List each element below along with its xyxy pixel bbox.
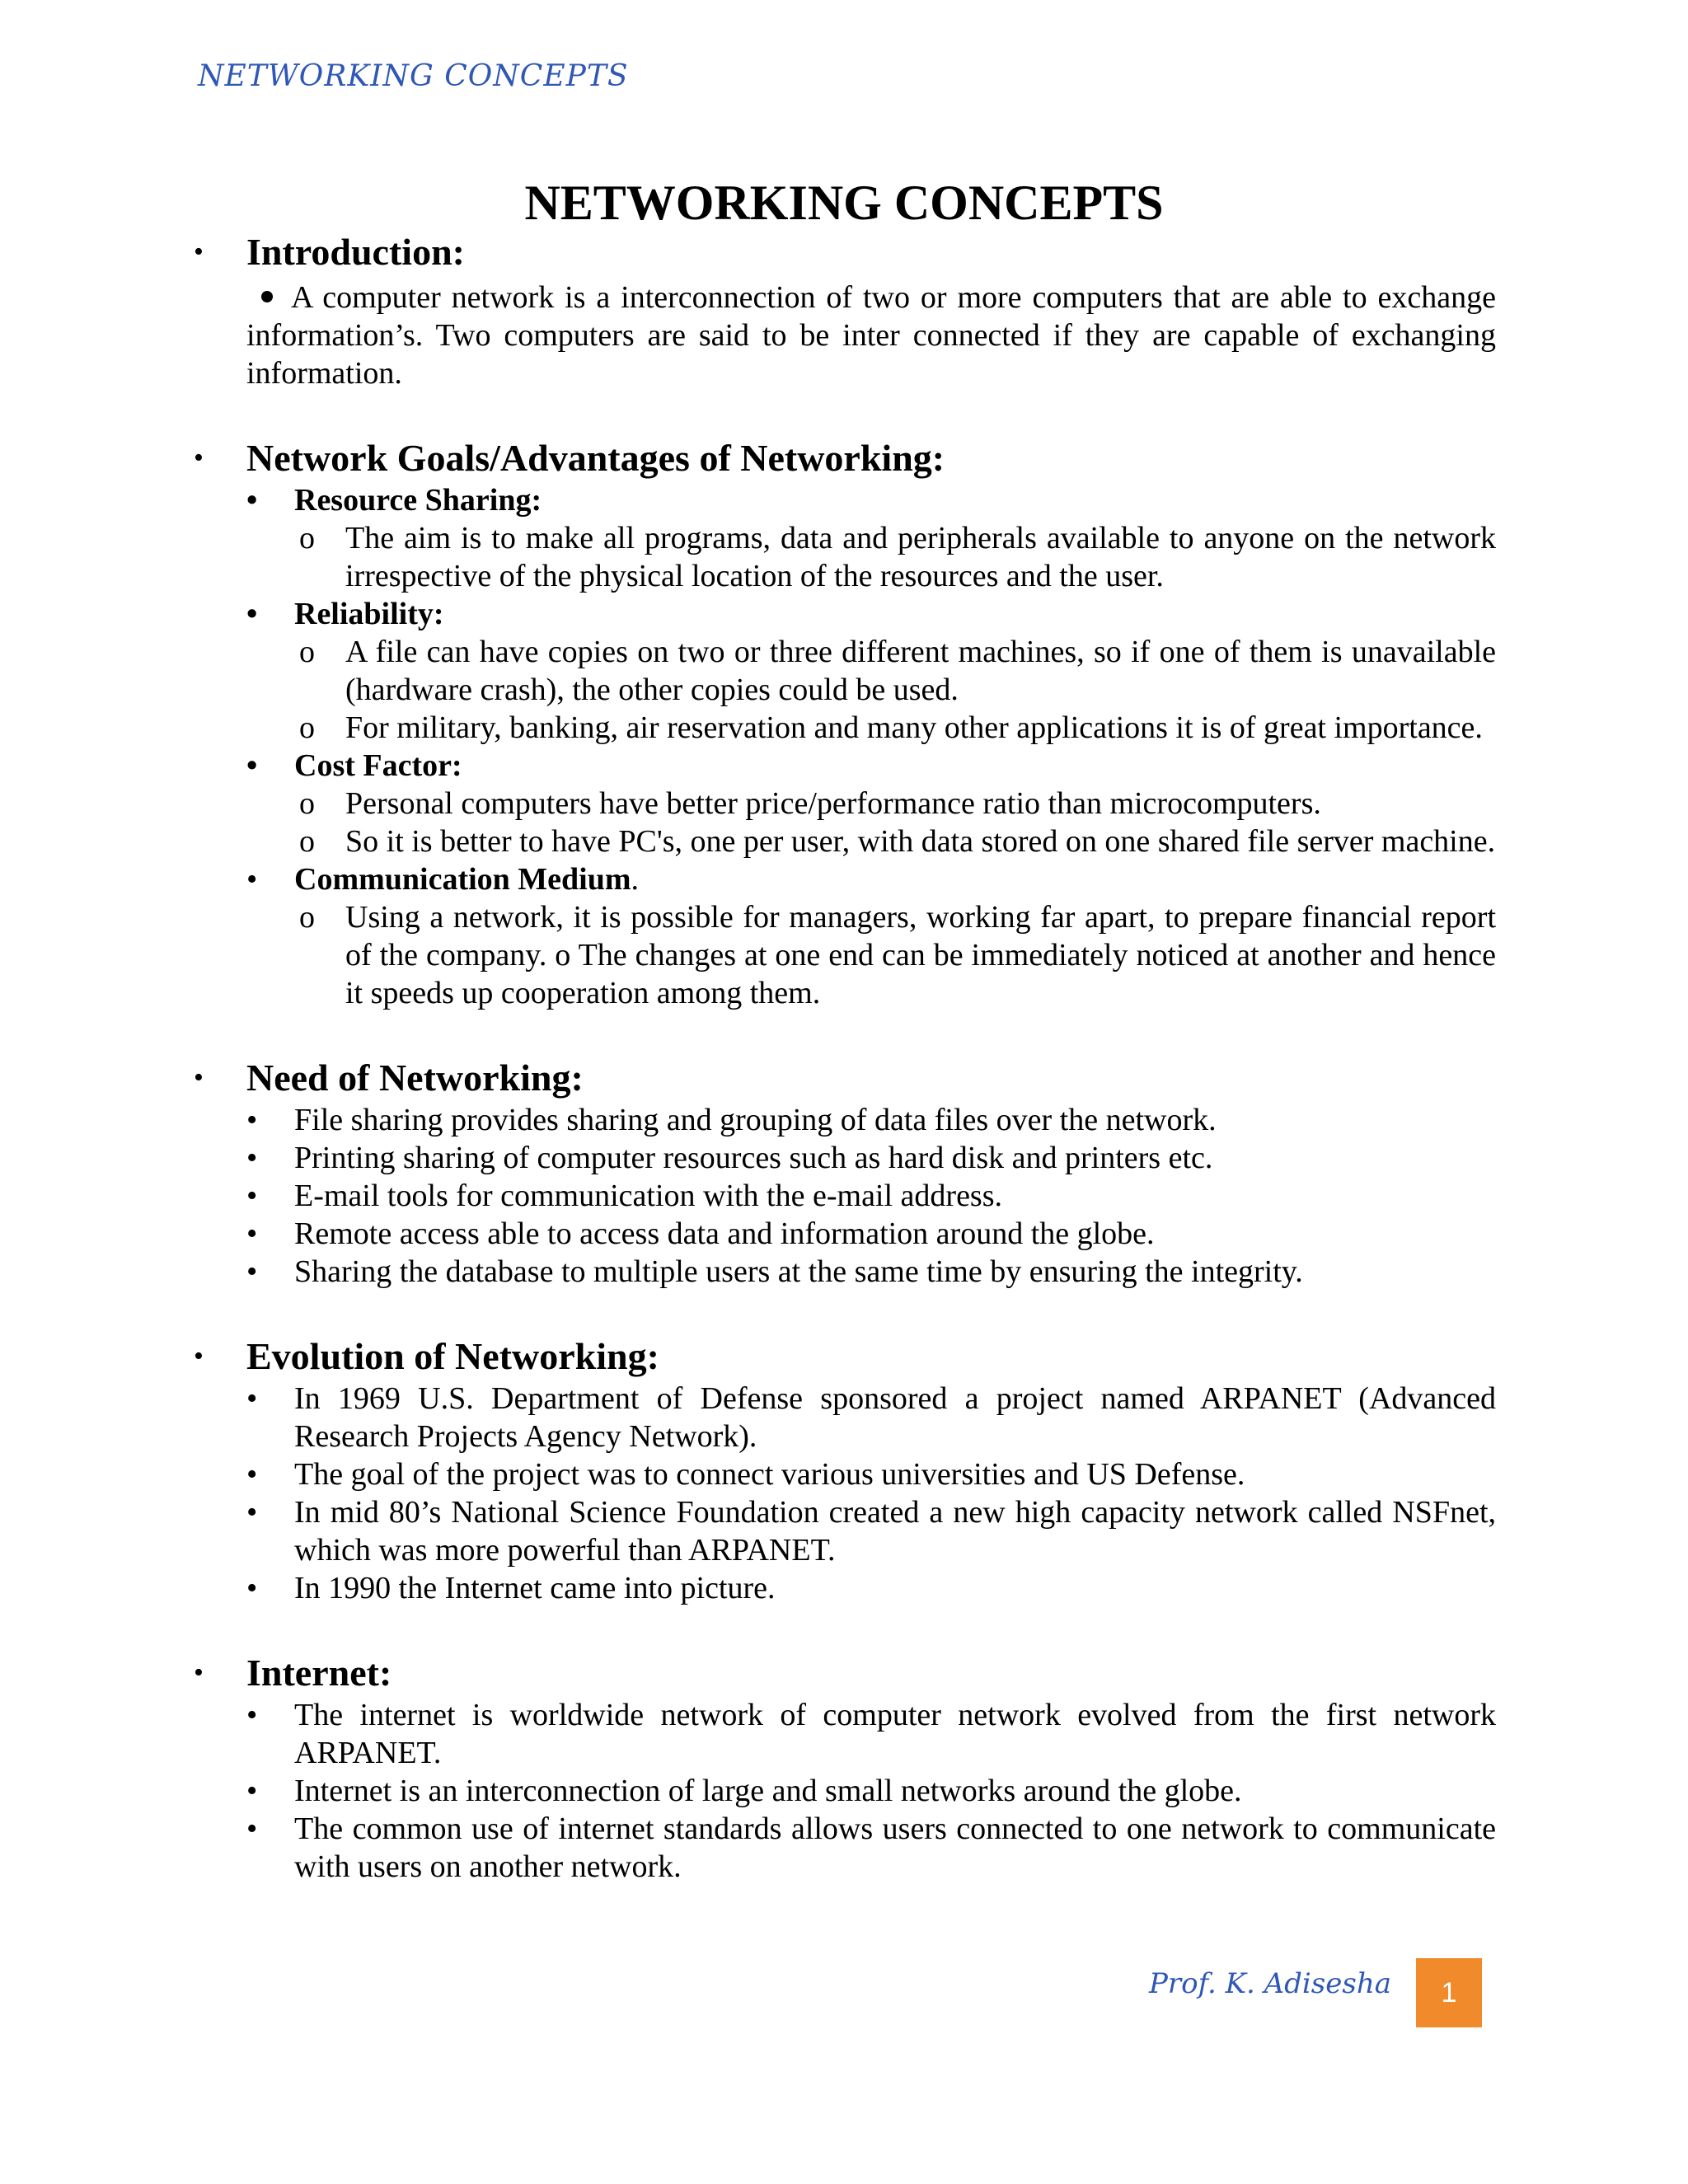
bullet-icon: • bbox=[246, 1103, 258, 1137]
heading-text: Network Goals/Advantages of Networking: bbox=[246, 437, 945, 479]
bullet-icon: • bbox=[246, 483, 258, 518]
list-item bbox=[246, 1177, 1496, 1215]
heading-text: Internet: bbox=[246, 1652, 392, 1694]
bullet-icon: • bbox=[246, 1571, 258, 1605]
list-item bbox=[246, 1493, 1496, 1569]
goal-point bbox=[246, 823, 1496, 860]
item-text: In 1969 U.S. Department of Defense sponsored a project named ARPANET (Advanced Research Projects Agency Network). bbox=[294, 1381, 1496, 1454]
bullet-icon: • bbox=[246, 1811, 258, 1846]
circle-bullet-icon: o bbox=[299, 521, 315, 555]
goal-label: Communication Medium bbox=[294, 862, 631, 897]
section-internet bbox=[194, 1650, 1496, 1886]
item-text: E-mail tools for communication with the e-mail address. bbox=[294, 1179, 1003, 1213]
goal-label-suffix: . bbox=[631, 862, 639, 897]
section-need bbox=[194, 1055, 1496, 1291]
circle-bullet-icon: o bbox=[299, 635, 315, 669]
section-goals bbox=[194, 435, 1496, 1012]
section-heading bbox=[194, 435, 1496, 481]
item-text: In mid 80’s National Science Foundation created a new high capacity network called NSFnet, which was more powerful than ARPANET. bbox=[294, 1495, 1496, 1568]
bullet-icon: • bbox=[246, 1698, 258, 1732]
list-item bbox=[246, 1696, 1496, 1772]
point-text: The aim is to make all programs, data and peripherals available to anyone on the network irrespective of the physical location of the resources and the user. bbox=[345, 521, 1496, 593]
point-text: Using a network, it is possible for managers, working far apart, to prepare financial report of the company. o The changes at one end can be immediately noticed at another and hence it speeds up cooperation among them. bbox=[345, 900, 1496, 1010]
goal-cost-factor bbox=[246, 747, 1496, 785]
list-item bbox=[246, 1215, 1496, 1253]
point-text: So it is better to have PC's, one per user, with data stored on one shared file server machine. bbox=[345, 824, 1496, 859]
bullet-icon: • bbox=[246, 1179, 258, 1213]
document-body bbox=[194, 229, 1496, 1886]
bullet-icon: • bbox=[246, 1216, 258, 1251]
goal-reliability bbox=[246, 595, 1496, 633]
bullet-icon: • bbox=[246, 1381, 258, 1416]
list-item bbox=[246, 1139, 1496, 1177]
item-text: Printing sharing of computer resources such as hard disk and printers etc. bbox=[294, 1141, 1213, 1175]
bullet-icon: • bbox=[194, 443, 204, 473]
goal-resource-sharing bbox=[246, 481, 1496, 519]
bullet-icon: • bbox=[246, 1457, 258, 1492]
heading-text: Evolution of Networking: bbox=[246, 1335, 659, 1377]
section-introduction bbox=[194, 229, 1496, 392]
list-item bbox=[246, 1253, 1496, 1291]
item-text: Sharing the database to multiple users at the same time by ensuring the integrity. bbox=[294, 1254, 1303, 1289]
section-evolution bbox=[194, 1333, 1496, 1607]
intro-paragraph bbox=[246, 279, 1496, 392]
footer-author: Prof. K. Adisesha bbox=[1149, 1967, 1391, 2000]
goal-label: Resource Sharing: bbox=[294, 483, 542, 518]
running-header: NETWORKING CONCEPTS bbox=[198, 59, 629, 93]
bullet-icon: • bbox=[246, 1254, 258, 1289]
bullet-icon: • bbox=[246, 862, 258, 897]
item-text: File sharing provides sharing and grouping of data files over the network. bbox=[294, 1103, 1217, 1137]
heading-text: Need of Networking: bbox=[246, 1057, 584, 1099]
bullet-icon: • bbox=[194, 237, 204, 267]
circle-bullet-icon: o bbox=[299, 710, 315, 745]
goal-point bbox=[246, 898, 1496, 1012]
circle-bullet-icon: o bbox=[299, 824, 315, 859]
goal-label: Reliability: bbox=[294, 597, 444, 631]
list-item bbox=[246, 1569, 1496, 1607]
bullet-icon: • bbox=[246, 748, 258, 783]
heading-text: Introduction: bbox=[246, 231, 465, 273]
section-heading bbox=[194, 1650, 1496, 1696]
bullet-icon: • bbox=[246, 1495, 258, 1530]
list-item bbox=[246, 1101, 1496, 1139]
section-heading bbox=[194, 229, 1496, 275]
goal-point bbox=[246, 633, 1496, 709]
section-heading bbox=[194, 1055, 1496, 1101]
item-text: The internet is worldwide network of computer network evolved from the first network ARPANET. bbox=[294, 1698, 1496, 1770]
goal-point bbox=[246, 785, 1496, 823]
list-item bbox=[246, 1772, 1496, 1810]
bullet-icon: • bbox=[246, 1141, 258, 1175]
item-text: Remote access able to access data and information around the globe. bbox=[294, 1216, 1155, 1251]
goal-point bbox=[246, 709, 1496, 747]
list-item bbox=[246, 1455, 1496, 1493]
intro-text: A computer network is a interconnection of two or more computers that are able to exchange information’s. Two computers are said to be inter connected if they are capable of exchanging information. bbox=[246, 280, 1496, 391]
bullet-icon: • bbox=[246, 597, 258, 631]
goal-communication-medium bbox=[246, 860, 1496, 898]
bullet-icon: • bbox=[194, 1341, 204, 1371]
item-text: Internet is an interconnection of large and small networks around the globe. bbox=[294, 1774, 1242, 1808]
goal-point bbox=[246, 519, 1496, 595]
bullet-icon: • bbox=[246, 1774, 258, 1808]
list-item bbox=[246, 1380, 1496, 1455]
point-text: A file can have copies on two or three different machines, so if one of them is unavailable (hardware crash), the other copies could be used. bbox=[345, 635, 1496, 707]
circle-bullet-icon: o bbox=[299, 900, 315, 935]
point-text: Personal computers have better price/performance ratio than microcomputers. bbox=[345, 786, 1321, 821]
item-text: In 1990 the Internet came into picture. bbox=[294, 1571, 776, 1605]
item-text: The common use of internet standards allows users connected to one network to communicate with users on another network. bbox=[294, 1811, 1496, 1884]
point-text: For military, banking, air reservation and many other applications it is of great importance. bbox=[345, 710, 1483, 745]
item-text: The goal of the project was to connect various universities and US Defense. bbox=[294, 1457, 1245, 1492]
circle-bullet-icon: o bbox=[299, 786, 315, 821]
list-item bbox=[246, 1810, 1496, 1886]
page-number-badge: 1 bbox=[1416, 1958, 1482, 2027]
bullet-icon: • bbox=[194, 1657, 204, 1688]
goal-label: Cost Factor: bbox=[294, 748, 462, 783]
page-title: NETWORKING CONCEPTS bbox=[524, 176, 1164, 230]
bullet-icon: • bbox=[194, 1062, 204, 1093]
dot-bullet-icon bbox=[261, 291, 273, 302]
section-heading bbox=[194, 1333, 1496, 1380]
